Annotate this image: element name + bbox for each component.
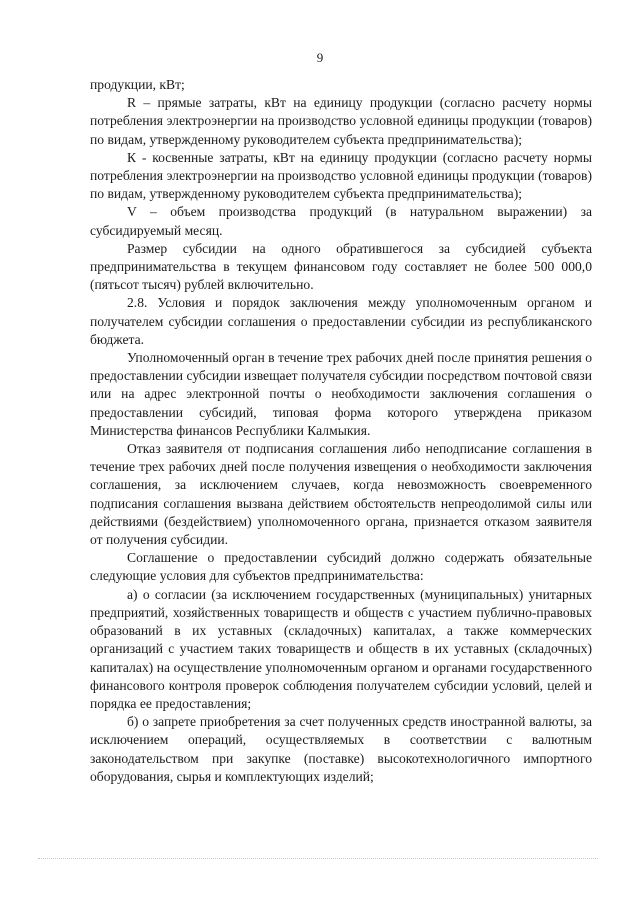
paragraph: К - косвенные затраты, кВт на единицу продукции (согласно расчету нормы потребления электроэнергии на производство условной единицы продукции (товаров) по видам, утвержденному руководителем субъекта предпринимательства);: [90, 149, 592, 202]
paragraph: Отказ заявителя от подписания соглашения либо неподписание соглашения в течение трех рабочих дней после получения извещения о необходимости заключения соглашения, за исключением случаев, когда невозможность своевременного подписания соглашения вызвана действием обстоятельств непреодолимой силы или действиями (бездействием) уполномоченного органа, признается отказом заявителя от получения субсидии.: [90, 441, 592, 548]
paragraph: V – объем производства продукций (в натуральном выражении) за субсидируемый месяц.: [90, 204, 592, 238]
paragraph: Размер субсидии на одного обратившегося за субсидией субъекта предпринимательства в текущем финансовом году составляет не более 500 000,0 (пятьсот тысяч) рублей включительно.: [90, 240, 592, 293]
paragraph: а) о согласии (за исключением государственных (муниципальных) унитарных предприятий, хозяйственных товариществ и обществ с участием публично-правовых образований в их уставных (складочных) капиталах, а также коммерческих организаций с участием таких товариществ и обществ в их уставных (складочных) капиталах) на осуществление уполномоченным органом и органами государственного финансового контроля проверок соблюдения получателем субсидии условий, целей и порядка ее предоставления;: [90, 586, 592, 711]
paragraph: продукции, кВт;: [90, 77, 185, 92]
document-body: [90, 76, 592, 786]
scan-artifact-line: [38, 858, 598, 859]
paragraph: Уполномоченный орган в течение трех рабочих дней после принятия решения о предоставлении субсидии извещает получателя субсидии посредством почтовой связи или на адрес электронной почты о необходимости заключения соглашения о предоставлении субсидий, типовая форма которого утверждена приказом Министерства финансов Республики Калмыкия.: [90, 350, 592, 438]
paragraph: R – прямые затраты, кВт на единицу продукции (согласно расчету нормы потребления электроэнергии на производство условной единицы продукции (товаров) по видам, утвержденному руководителем субъекта предпринимательства);: [90, 95, 592, 147]
paragraph: 2.8. Условия и порядок заключения между уполномоченным органом и получателем субсидии соглашения о предоставлении субсидии из республиканского бюджета.: [90, 295, 592, 347]
paragraph: б) о запрете приобретения за счет полученных средств иностранной валюты, за исключением операций, осуществляемых в соответствии с валютным законодательством при закупке (поставке) высокотехнологичного импортного оборудования, сырья и комплектующих изделий;: [90, 714, 592, 784]
paragraph: Соглашение о предоставлении субсидий должно содержать обязательные следующие условия для субъектов предпринимательства:: [90, 550, 592, 584]
page-number: 9: [316, 50, 324, 65]
